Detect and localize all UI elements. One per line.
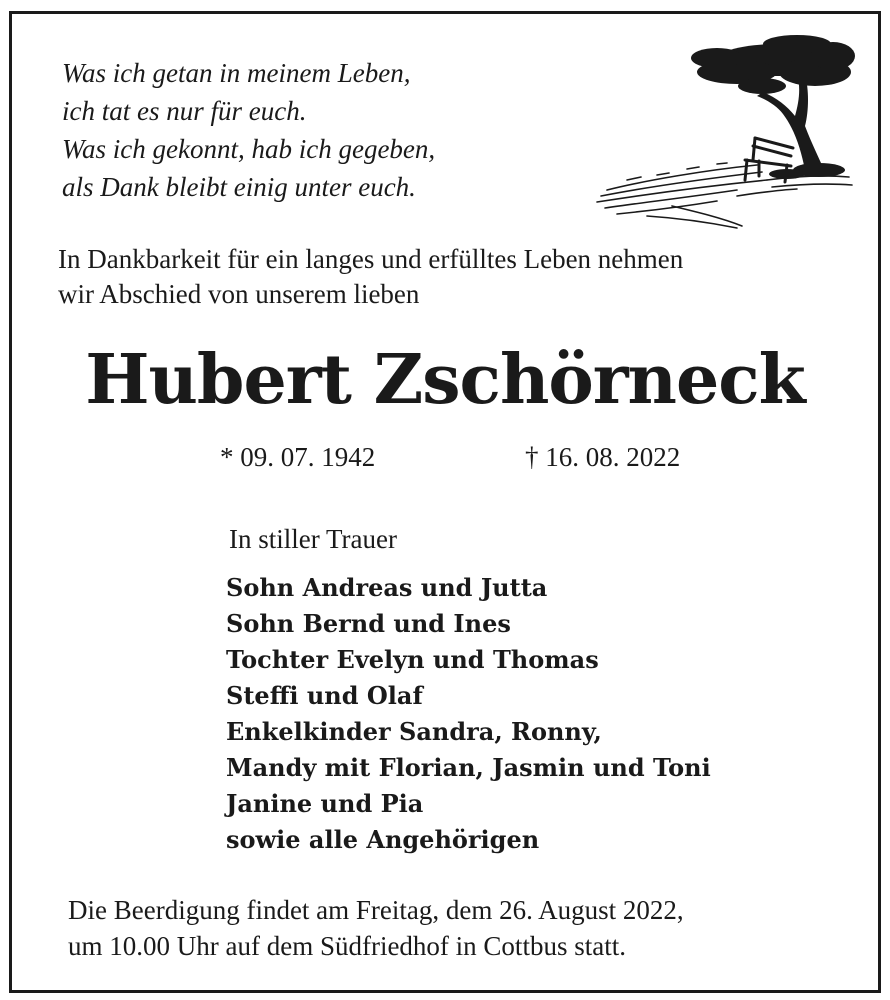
funeral-line: um 10.00 Uhr auf dem Südfriedhof in Cottbus statt. <box>68 931 626 961</box>
funeral-info <box>68 892 684 964</box>
funeral-line: Die Beerdigung findet am Freitag, dem 26. August 2022, <box>68 895 684 925</box>
mourner-item: Mandy mit Florian, Jasmin und Toni <box>226 753 711 782</box>
obituary-notice <box>9 11 881 993</box>
poem-line: Was ich gekonnt, hab ich gegeben, <box>62 134 436 164</box>
mourner-item: Steffi und Olaf <box>226 681 423 710</box>
mourner-item: Sohn Bernd und Ines <box>226 609 511 638</box>
mourner-item: Sohn Andreas und Jutta <box>226 573 548 602</box>
intro-line: In Dankbarkeit für ein langes und erfülltes Leben nehmen <box>58 244 684 274</box>
intro-line: wir Abschied von unserem lieben <box>58 279 420 309</box>
birth-date: * 09. 07. 1942 <box>220 442 376 472</box>
poem-line: Was ich getan in meinem Leben, <box>62 58 411 88</box>
mourners-list <box>226 570 711 858</box>
mourner-item: Enkelkinder Sandra, Ronny, <box>226 717 602 746</box>
poem-line: als Dank bleibt einig unter euch. <box>62 172 416 202</box>
mourning-heading: In stiller Trauer <box>229 524 397 554</box>
mourner-item: Janine und Pia <box>226 789 424 818</box>
poem <box>62 54 435 206</box>
deceased-name: Hubert Zschörneck <box>85 340 805 420</box>
mourner-item: sowie alle Angehörigen <box>226 825 540 854</box>
poem-line: ich tat es nur für euch. <box>62 96 307 126</box>
mourner-item: Tochter Evelyn und Thomas <box>226 645 599 674</box>
intro-text <box>58 242 683 312</box>
death-date: † 16. 08. 2022 <box>525 442 681 472</box>
tree-bench-icon <box>587 30 857 230</box>
